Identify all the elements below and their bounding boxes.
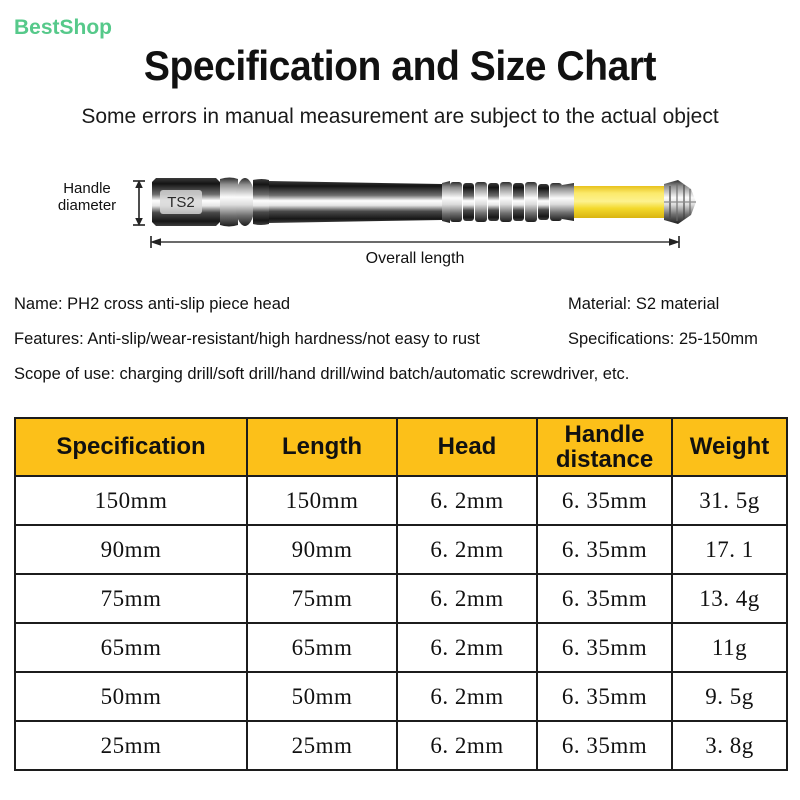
cell-weight: 11g bbox=[672, 623, 787, 672]
gold-coating bbox=[574, 186, 664, 218]
info-row-scope bbox=[0, 365, 800, 400]
product-features-text: Features: Anti-slip/wear-resistant/high hardness/not easy to rust bbox=[14, 330, 480, 348]
cell-head: 6. 2mm bbox=[397, 574, 537, 623]
handle-diameter-label-line1: Handle bbox=[63, 180, 111, 197]
cell-head: 6. 2mm bbox=[397, 476, 537, 525]
handle-diameter-label-line2: diameter bbox=[57, 197, 117, 215]
cell-length: 50mm bbox=[247, 672, 397, 721]
info-row-features bbox=[0, 330, 800, 365]
page-title: Specification and Size Chart bbox=[143, 42, 657, 89]
product-info-block bbox=[0, 295, 800, 400]
table-row bbox=[15, 672, 787, 721]
cell-length: 65mm bbox=[247, 623, 397, 672]
cell-weight: 17. 1 bbox=[672, 525, 787, 574]
brand-logo: BestShop bbox=[14, 16, 113, 39]
cell-head: 6. 2mm bbox=[397, 525, 537, 574]
cell-length: 75mm bbox=[247, 574, 397, 623]
screwdriver-bit-illustration bbox=[150, 173, 698, 231]
cell-handle-distance: 6. 35mm bbox=[537, 574, 672, 623]
shank-marking-text: TS2 bbox=[167, 194, 195, 211]
cell-specification: 150mm bbox=[15, 476, 247, 525]
cell-specification: 75mm bbox=[15, 574, 247, 623]
column-header-weight: Weight bbox=[672, 418, 787, 476]
cell-specification: 25mm bbox=[15, 721, 247, 770]
product-scope-text: Scope of use: charging drill/soft drill/hand drill/wind batch/automatic screwdriver, etc. bbox=[14, 365, 630, 383]
cell-specification: 65mm bbox=[15, 623, 247, 672]
product-material-text: Material: S2 material bbox=[568, 295, 720, 313]
column-header-handle-distance-line2: distance bbox=[555, 446, 654, 473]
table-row bbox=[15, 525, 787, 574]
handle-diameter-label bbox=[48, 180, 126, 215]
cell-specification: 90mm bbox=[15, 525, 247, 574]
product-specifications-text: Specifications: 25-150mm bbox=[568, 330, 758, 348]
table-header-row bbox=[15, 418, 787, 476]
page-subtitle: Some errors in manual measurement are subject to the actual object bbox=[81, 105, 719, 128]
product-diagram bbox=[0, 155, 800, 280]
cell-weight: 3. 8g bbox=[672, 721, 787, 770]
cell-head: 6. 2mm bbox=[397, 721, 537, 770]
handle-diameter-dimension-arrow bbox=[131, 180, 147, 226]
cell-weight: 31. 5g bbox=[672, 476, 787, 525]
cell-weight: 9. 5g bbox=[672, 672, 787, 721]
cell-length: 150mm bbox=[247, 476, 397, 525]
cell-head: 6. 2mm bbox=[397, 672, 537, 721]
info-row-name bbox=[0, 295, 800, 330]
cell-handle-distance: 6. 35mm bbox=[537, 525, 672, 574]
column-header-handle-distance bbox=[537, 418, 672, 476]
table-row bbox=[15, 574, 787, 623]
column-header-specification: Specification bbox=[15, 418, 247, 476]
cell-length: 25mm bbox=[247, 721, 397, 770]
ph2-cross-tip bbox=[664, 180, 696, 224]
cell-specification: 50mm bbox=[15, 672, 247, 721]
table-row bbox=[15, 476, 787, 525]
knurled-section bbox=[442, 181, 562, 223]
column-header-length: Length bbox=[247, 418, 397, 476]
cell-handle-distance: 6. 35mm bbox=[537, 721, 672, 770]
cell-head: 6. 2mm bbox=[397, 623, 537, 672]
column-header-head: Head bbox=[397, 418, 537, 476]
product-name-text: Name: PH2 cross anti-slip piece head bbox=[14, 295, 291, 313]
cell-weight: 13. 4g bbox=[672, 574, 787, 623]
cell-handle-distance: 6. 35mm bbox=[537, 476, 672, 525]
table-row bbox=[15, 721, 787, 770]
specification-table bbox=[14, 417, 788, 771]
column-header-handle-distance-line1: Handle bbox=[564, 420, 645, 448]
table-row bbox=[15, 623, 787, 672]
cell-length: 90mm bbox=[247, 525, 397, 574]
cell-handle-distance: 6. 35mm bbox=[537, 672, 672, 721]
cell-handle-distance: 6. 35mm bbox=[537, 623, 672, 672]
overall-length-dimension-arrow bbox=[150, 235, 680, 249]
overall-length-label: Overall length bbox=[365, 250, 465, 267]
